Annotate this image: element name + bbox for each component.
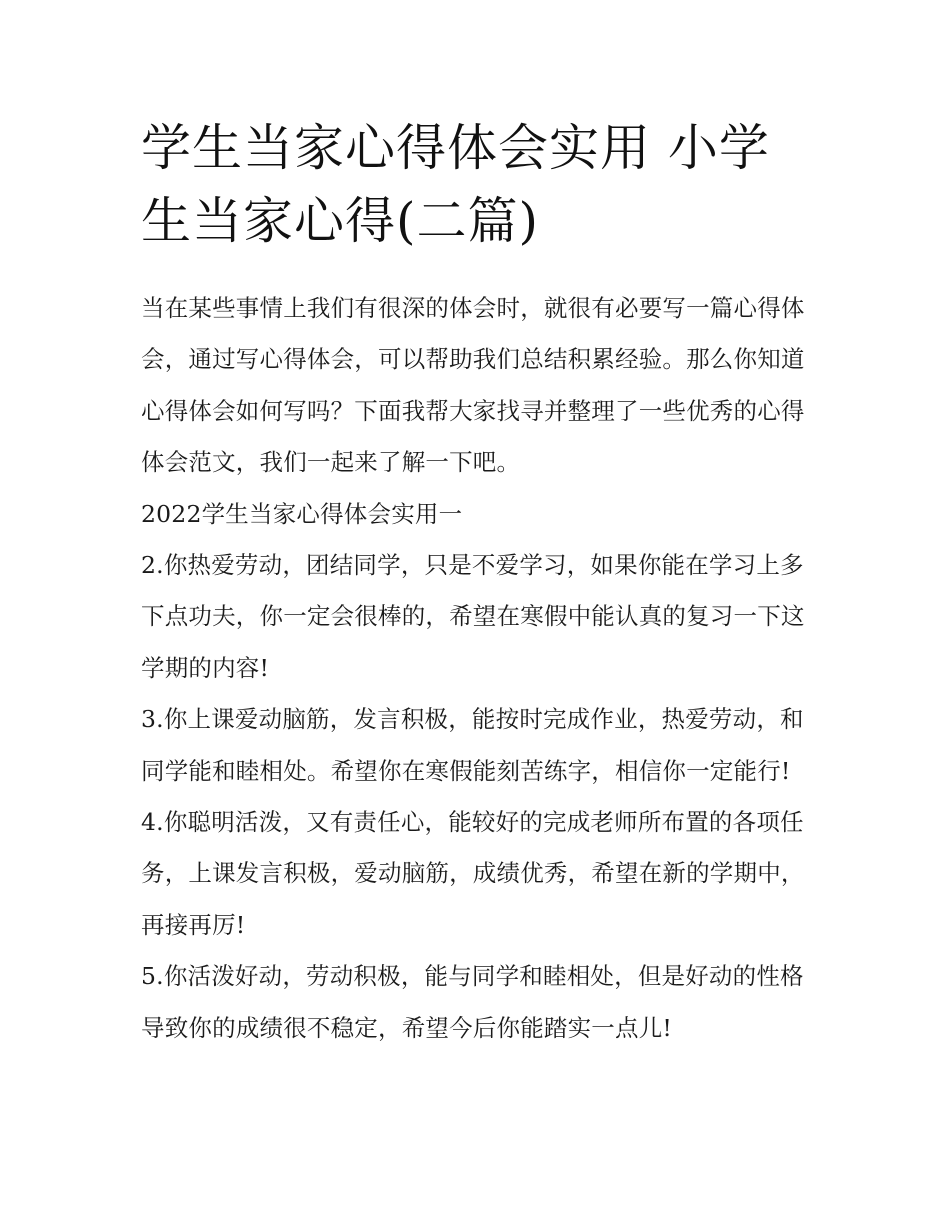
intro-paragraph: 当在某些事情上我们有很深的体会时，就很有必要写一篇心得体会，通过写心得体会，可以帮助我们总结积累经验。那么你知道心得体会如何写吗？下面我帮大家找寻并整理了一些优秀的心得体会范文，我们一起来了解一下吧。 [141, 294, 805, 477]
document-title: 学生当家心得体会实用 小学生当家心得(二篇) [141, 119, 770, 250]
comment-paragraph-2: 2.你热爱劳动，团结同学，只是不爱学习，如果你能在学习上多下点功夫，你一定会很棒的，希望在寒假中能认真的复习一下这学期的内容! [141, 551, 805, 682]
comment-paragraph-5: 5.你活泼好动，劳动积极，能与同学和睦相处，但是好动的性格导致你的成绩很不稳定，希望今后你能踏实一点儿! [141, 962, 804, 1042]
document-page [141, 112, 813, 1054]
section-heading: 2022学生当家心得体会实用一 [141, 499, 463, 528]
comment-paragraph-3: 3.你上课爱动脑筋，发言积极，能按时完成作业，热爱劳动，和同学能和睦相处。希望你在寒假能刻苦练字，相信你一定能行! [141, 705, 804, 785]
document-body [141, 283, 813, 1054]
comment-paragraph-4: 4.你聪明活泼，又有责任心，能较好的完成老师所布置的各项任务，上课发言积极，爱动脑筋，成绩优秀，希望在新的学期中，再接再厉! [141, 808, 805, 939]
